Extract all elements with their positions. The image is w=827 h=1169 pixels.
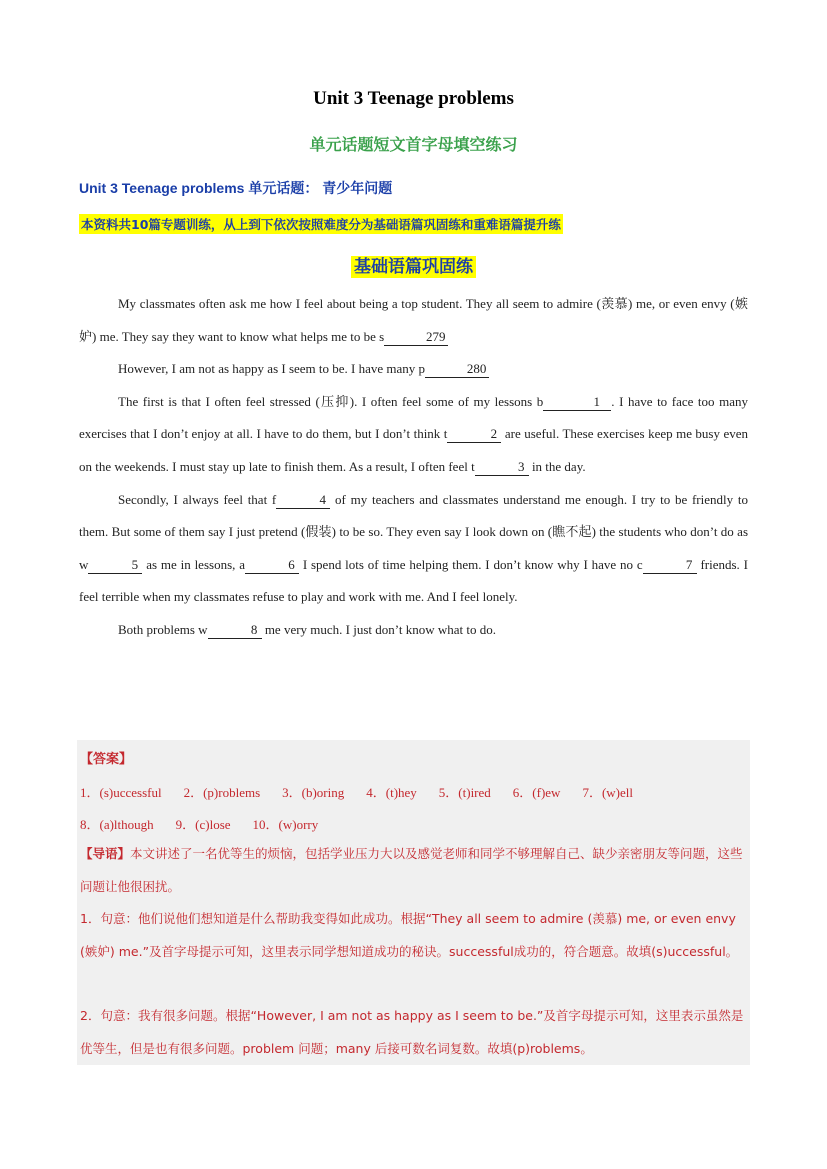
- paragraph-text: . I have to face too many exercises that I don’t enjoy at all. I have to do them, but I don’t think t: [79, 393, 748, 442]
- paragraph-text: are useful. These exercises keep me busy even on the weekends. I must stay up late to finish them. As a result, I often feel t: [79, 426, 748, 474]
- paragraph-text: Both problems w: [118, 621, 208, 637]
- blank-8[interactable]: 8: [208, 622, 262, 639]
- answer-item: 5．(t)ired: [438, 785, 491, 800]
- page-title: Unit 3 Teenage problems: [313, 88, 514, 109]
- answer-item: 10．(w)orry: [252, 817, 319, 832]
- blank-4[interactable]: 4: [276, 492, 330, 509]
- unit-topic: Unit 3 Teenage problems 单元话题： 青少年问题: [79, 180, 393, 196]
- answer-item: 6．(f)ew: [512, 785, 561, 800]
- paragraph-text: However, I am not as happy as I seem to be. I have many p: [118, 361, 426, 377]
- answer-item: 1．(s)uccessful: [80, 785, 162, 800]
- blank-280[interactable]: 280: [425, 361, 489, 378]
- blank-279[interactable]: 279: [384, 329, 448, 346]
- answer-item: 3．(b)oring: [282, 785, 345, 800]
- answer-item: 7．(w)ell: [582, 785, 633, 800]
- answer-item: 2．(p)roblems: [183, 785, 261, 800]
- answer-label: 【答案】: [80, 752, 133, 767]
- paragraph-text: The first is that I often feel stressed (压抑). I often feel some of my lessons b: [118, 393, 544, 409]
- answer-box: [77, 740, 750, 1065]
- answer-row-1: [80, 782, 655, 801]
- notice-banner: 本资料共10篇专题训练，从上到下依次按照难度分为基础语篇巩固练和重难语篇提升练: [79, 214, 563, 234]
- blank-2[interactable]: 2: [447, 426, 501, 443]
- paragraph-text: of my teachers and classmates understand me enough. I try to be friendly to them. But some of them say I just pretend (假装) to be so. They even say I look down on (瞧不起) the students who don’t do as w: [79, 491, 748, 572]
- blank-6[interactable]: 6: [245, 557, 299, 574]
- paragraph-4: [79, 484, 748, 614]
- paragraph-text: Secondly, I always feel that f: [118, 491, 277, 507]
- section-heading-label: 基础语篇巩固练: [351, 256, 476, 278]
- guide-text: 本文讲述了一名优等生的烦恼，包括学业压力大以及感觉老师和同学不够理解自己、缺少亲密朋友等问题，这些问题让他很困扰。: [80, 846, 743, 894]
- blank-7[interactable]: 7: [643, 557, 697, 574]
- paragraph-text: me very much. I just don’t know what to do.: [261, 621, 497, 637]
- answer-item: 8．(a)lthough: [80, 817, 154, 832]
- blank-5[interactable]: 5: [88, 557, 142, 574]
- passage: [79, 288, 748, 647]
- explanation-1: 1．句意：他们说他们想知道是什么帮助我变得如此成功。根据“They all seem to admire (羡慕) me, or even envy (嫉妒) me.”及首字母提示可知，这里表示同学想知道成功的秘诀。successful成功的，符合题意。故填(s)uccessful。: [80, 911, 739, 959]
- paragraph-text: in the day.: [528, 458, 586, 474]
- explanation-2: 2．句意：我有很多问题。根据“However, I am not as happy as I seem to be.”及首字母提示可知，这里表示虽然是优等生，但是也有很多问题。problem 问题；many 后接可数名词复数。故填(p)roblems。: [80, 1008, 744, 1056]
- guide-paragraph: [80, 838, 748, 903]
- paragraph-text: friends. I feel terrible when my classmates refuse to play and work with me. And I feel lonely.: [79, 556, 748, 605]
- paragraph-text: My classmates often ask me how I feel about being a top student. They all seem to admire (羡慕) me, or even envy (嫉妒) me. They say they want to know what helps me to be s: [79, 296, 748, 344]
- paragraph-5: [79, 614, 748, 647]
- paragraph-2: [79, 353, 748, 386]
- paragraph-1: [79, 288, 748, 353]
- blank-1[interactable]: 1: [543, 394, 611, 411]
- answer-row-2: [80, 814, 340, 833]
- guide-label: 【导语】: [80, 846, 131, 861]
- answer-item: 4．(t)hey: [366, 785, 417, 800]
- blank-3[interactable]: 3: [475, 459, 529, 476]
- page-subtitle: 单元话题短文首字母填空练习: [309, 135, 518, 154]
- paragraph-text: as me in lessons, a: [142, 556, 245, 572]
- paragraph-text: I spend lots of time helping them. I don’t know why I have no c: [298, 556, 643, 572]
- answer-item: 9．(c)lose: [175, 817, 231, 832]
- paragraph-3: [79, 386, 748, 484]
- section-heading: [0, 252, 827, 277]
